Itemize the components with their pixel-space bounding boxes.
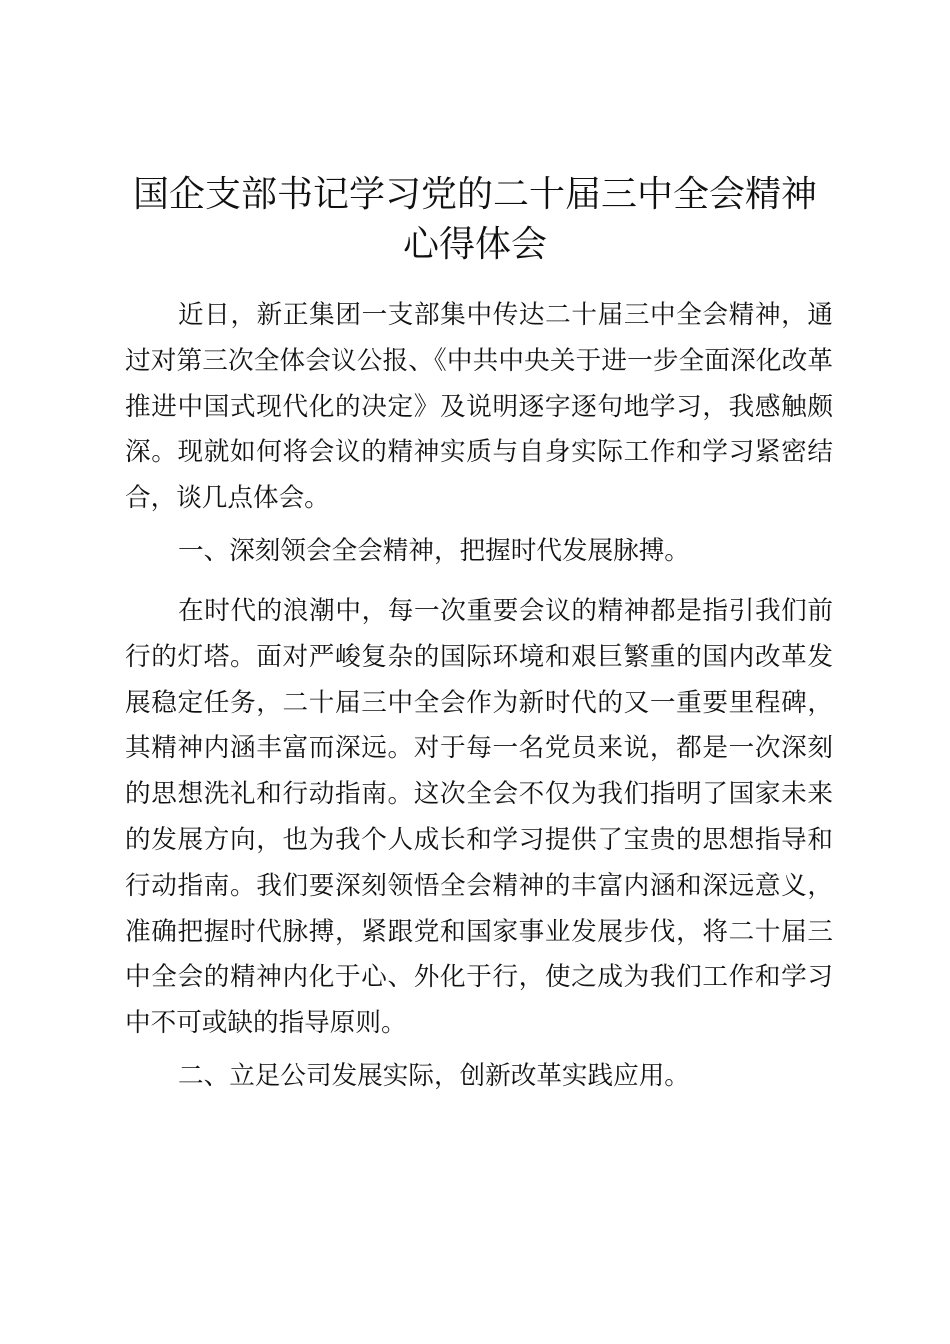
section-2-heading: 二、立足公司发展实际，创新改革实践应用。 [178, 1061, 690, 1091]
section-1-body: 在时代的浪潮中，每一次重要会议的精神都是指引我们前行的灯塔。面对严峻复杂的国际环境和艰巨繁重的国内改革发展稳定任务，二十届三中全会作为新时代的又一重要里程碑，其精神内涵丰富而深远。对于每一名党员来说，都是一次深刻的思想洗礼和行动指南。这次全会不仅为我们指明了国家未来的发展方向，也为我个人成长和学习提供了宝贵的思想指导和行动指南。我们要深刻领悟全会精神的丰富内涵和深远意义，准确把握时代脉搏，紧跟党和国家事业发展步伐，将二十届三中全会的精神内化于心、外化于行，使之成为我们工作和学习中不可或缺的指导原则。 [125, 596, 833, 1039]
intro-paragraph: 近日，新正集团一支部集中传达二十届三中全会精神，通过对第三次全体会议公报、《中共中央关于进一步全面深化改革推进中国式现代化的决定》及说明逐字逐句地学习，我感触颇深。现就如何将会议的精神实质与自身实际工作和学习紧密结合，谈几点体会。 [125, 300, 833, 514]
document-title: 国企支部书记学习党的二十届三中全会精神心得体会 [132, 174, 817, 265]
section-1-heading: 一、深刻领会全会精神，把握时代发展脉搏。 [178, 536, 690, 566]
